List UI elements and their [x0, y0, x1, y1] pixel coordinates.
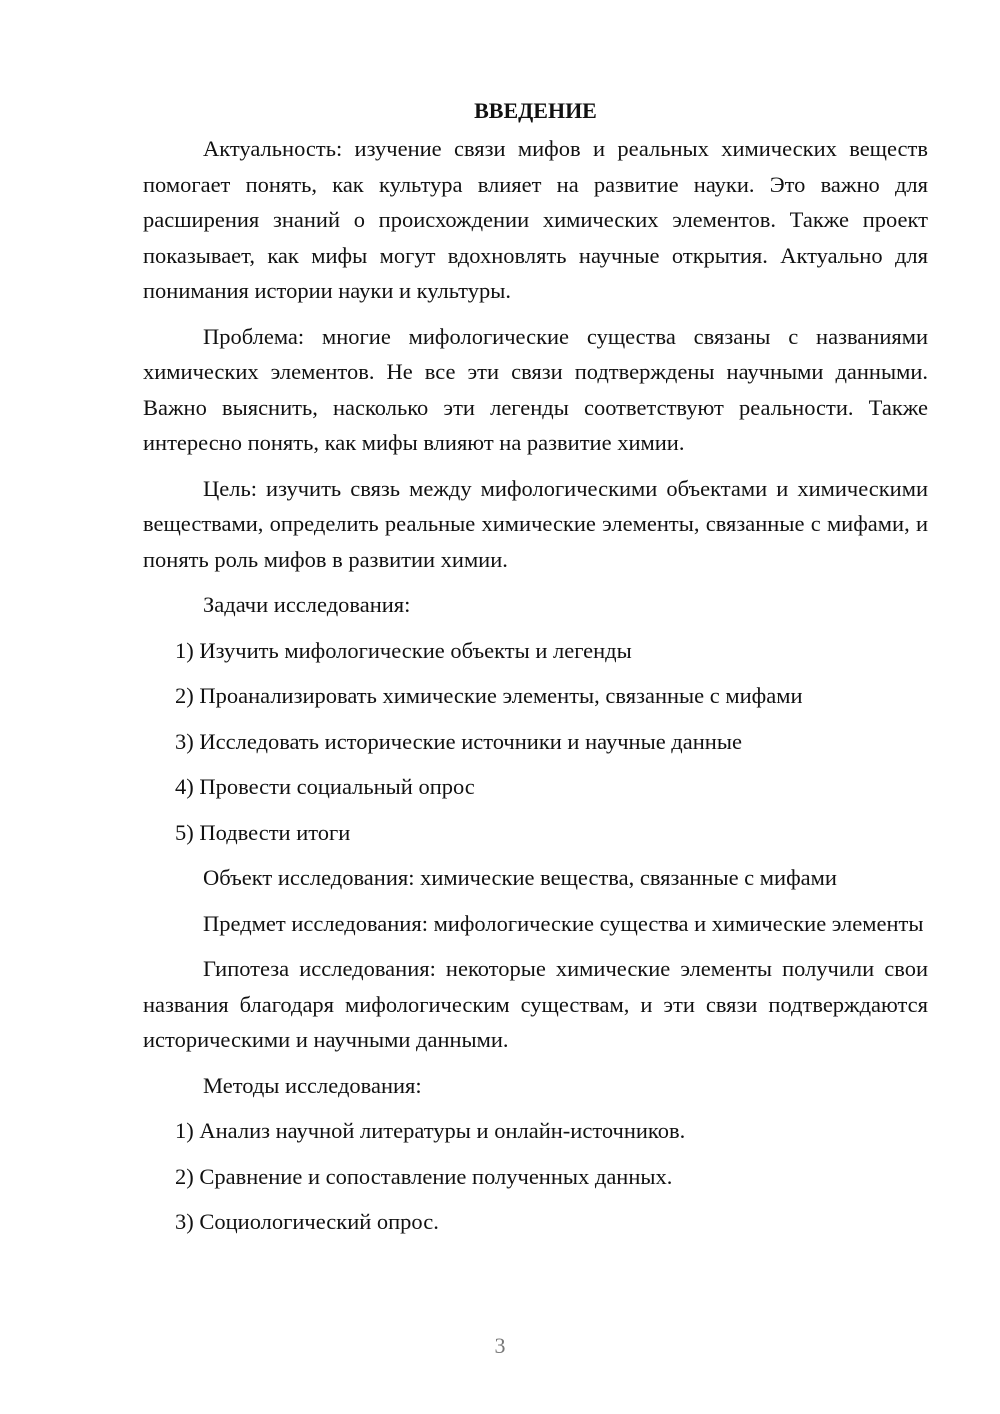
subject-paragraph: Предмет исследования: мифологические существа и химические элементы: [203, 910, 924, 936]
problem-paragraph: Проблема: многие мифологические существа связаны с названиями химических элементов. Не все эти связи подтверждены научными данными. Важно выяснить, насколько эти легенды соответствуют реальности. Также интересно понять, как мифы влияют на развитие химии.: [143, 323, 928, 455]
list-item: 3) Социологический опрос.: [175, 1209, 439, 1234]
relevance-paragraph: Актуальность: изучение связи мифов и реальных химических веществ помогает понять, как культура влияет на развитие науки. Это важно для расширения знаний о происхождении химических элементов. Также проект показывает, как мифы могут вдохновлять научные открытия. Актуально для понимания истории науки и культуры.: [143, 136, 928, 303]
goal-paragraph: Цель: изучить связь между мифологическими объектами и химическими веществами, определить реальные химические элементы, связанные с мифами, и понять роль мифов в развитии химии.: [143, 475, 928, 572]
list-item: 4) Провести социальный опрос: [175, 774, 475, 799]
tasks-heading: Задачи исследования:: [203, 592, 411, 617]
tasks-list: [143, 633, 928, 851]
methods-heading: Методы исследования:: [203, 1072, 422, 1098]
object-paragraph: Объект исследования: химические вещества, связанные с мифами: [203, 865, 837, 890]
list-item: 2) Сравнение и сопоставление полученных данных.: [175, 1163, 673, 1189]
list-item: 3) Исследовать исторические источники и научные данные: [175, 728, 742, 754]
list-item: 1) Анализ научной литературы и онлайн-источников.: [175, 1118, 686, 1143]
list-item: 1) Изучить мифологические объекты и легенды: [175, 637, 632, 663]
section-title: ВВЕДЕНИЕ: [474, 98, 597, 123]
document-page: [143, 93, 928, 1250]
list-item: 2) Проанализировать химические элементы, связанные с мифами: [175, 683, 803, 708]
hypothesis-paragraph: Гипотеза исследования: некоторые химические элементы получили свои названия благодаря мифологическим существам, и эти связи подтверждаются историческими и научными данными.: [143, 956, 928, 1052]
list-item: 5) Подвести итоги: [175, 819, 351, 845]
methods-list: [143, 1113, 928, 1240]
page-number: 3: [494, 1333, 506, 1358]
